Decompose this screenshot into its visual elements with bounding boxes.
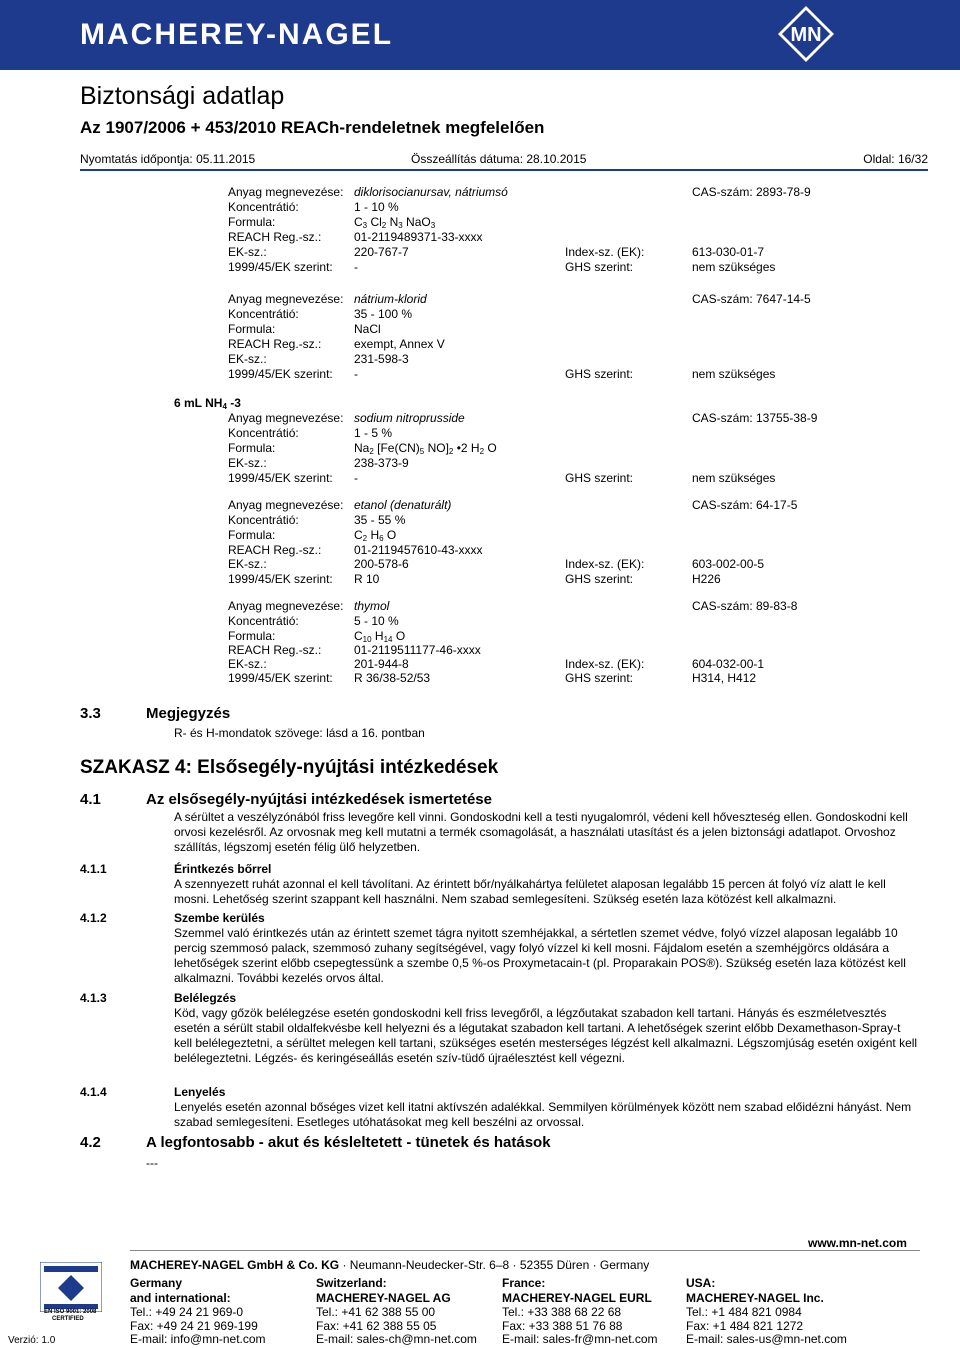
- cas-number: CAS-szám: 7647-14-5: [692, 292, 811, 306]
- cas-number: CAS-szám: 64-17-5: [692, 498, 798, 512]
- dir-value: -: [354, 471, 358, 485]
- label-name: Anyag megnevezése:: [228, 185, 344, 199]
- section-number: 4.1.1: [80, 862, 107, 876]
- compiled-date: Összeállítás dátuma: 28.10.2015: [411, 152, 587, 166]
- footer-divider: [130, 1250, 920, 1251]
- footer-company: MACHEREY-NAGEL Inc.: [686, 1291, 824, 1305]
- footer-country: France:: [502, 1276, 546, 1290]
- formula: NaCl: [354, 322, 381, 336]
- dir-value: R 10: [354, 572, 380, 586]
- label-ek: EK-sz.:: [228, 657, 267, 671]
- section-number: 4.1.2: [80, 911, 107, 925]
- section-4-title: SZAKASZ 4: Elsősegély-nyújtási intézkedések: [80, 757, 499, 778]
- label-conc: Koncentrátió:: [228, 200, 299, 214]
- index-number: 613-030-01-7: [692, 245, 765, 259]
- page-title: Biztonsági adatlap: [80, 82, 285, 110]
- label-reach: REACH Reg.-sz.:: [228, 337, 322, 351]
- mn-logo-icon: [776, 4, 836, 64]
- reach-number: exempt, Annex V: [354, 337, 445, 351]
- footer-fax: Fax: +49 24 21 969-199: [130, 1319, 258, 1333]
- label-ek: EK-sz.:: [228, 245, 267, 259]
- footer-country: USA:: [686, 1276, 716, 1290]
- section-title: Megjegyzés: [146, 705, 231, 722]
- reagent-group-label: 6 mL $NH_4$ -3: [174, 396, 241, 411]
- footer-address: MACHEREY-NAGEL GmbH & Co. KG · Neumann-Neudecker-Str. 6–8 · 52355 Düren · Germany: [130, 1258, 650, 1272]
- footer-tel: Tel.: +41 62 388 55 00: [316, 1305, 436, 1319]
- section-text: ---: [146, 1156, 158, 1170]
- cas-number: CAS-szám: 89-83-8: [692, 599, 798, 613]
- iso-certified: CERTIFIED: [52, 1316, 84, 1322]
- label-ghs: GHS szerint:: [565, 367, 634, 381]
- concentration: 1 - 10 %: [354, 200, 399, 214]
- label-formula: Formula:: [228, 441, 276, 455]
- footer-website[interactable]: www.mn-net.com: [808, 1236, 907, 1250]
- concentration: 35 - 100 %: [354, 307, 413, 321]
- label-formula: Formula:: [228, 528, 276, 542]
- ghs-value: H314, H412: [692, 671, 757, 685]
- label-index: Index-sz. (EK):: [565, 557, 645, 571]
- section-number: 4.2: [80, 1134, 101, 1151]
- label-dir: 1999/45/EK szerint:: [228, 572, 333, 586]
- label-dir: 1999/45/EK szerint:: [228, 671, 333, 685]
- index-number: 604-032-00-1: [692, 657, 765, 671]
- section-number: 4.1: [80, 791, 101, 808]
- label-conc: Koncentrátió:: [228, 614, 299, 628]
- formula: $C_3$ $Cl_2$ $N_3$ NaO$_3$: [354, 215, 436, 230]
- certification-logo-icon: [40, 1262, 102, 1312]
- footer-country: Switzerland:: [316, 1276, 387, 1290]
- section-number: 4.1.4: [80, 1085, 107, 1099]
- ghs-value: nem szükséges: [692, 260, 776, 274]
- ghs-value: nem szükséges: [692, 471, 776, 485]
- label-ghs: GHS szerint:: [565, 671, 634, 685]
- formula: $C_2$ $H_6$ O: [354, 528, 397, 543]
- label-ek: EK-sz.:: [228, 352, 267, 366]
- footer-company: MACHEREY-NAGEL AG: [316, 1291, 451, 1305]
- substance-name: nátrium-klorid: [354, 292, 427, 306]
- label-ek: EK-sz.:: [228, 456, 267, 470]
- concentration: 5 - 10 %: [354, 614, 399, 628]
- substance-name: diklorisocianursav, nátriumsó: [354, 185, 508, 199]
- ek-number: 200-578-6: [354, 557, 409, 571]
- label-conc: Koncentrátió:: [228, 513, 299, 527]
- footer-tel: Tel.: +49 24 21 969-0: [130, 1305, 244, 1319]
- label-dir: 1999/45/EK szerint:: [228, 471, 333, 485]
- dir-value: -: [354, 260, 358, 274]
- footer-email[interactable]: E-mail: info@mn-net.com: [130, 1332, 266, 1346]
- section-title: Belélegzés: [174, 991, 237, 1005]
- section-text: A szennyezett ruhát azonnal el kell távolítani. Az érintett bőr/nyálkahártya felületet alaposan legalább 15 percen át folyó víz alatt le kell mosni. Lehetőség szerint szappant kell használni. Nem szabad semlegesíteni. Szükség esetén laza kötözést kell alkalmazni.: [174, 877, 886, 906]
- formula: $C_{10}$ $H_{14}$ O: [354, 629, 406, 644]
- section-title: Lenyelés: [174, 1085, 226, 1099]
- label-dir: 1999/45/EK szerint:: [228, 367, 333, 381]
- footer-company: and international:: [130, 1291, 231, 1305]
- label-formula: Formula:: [228, 322, 276, 336]
- footer-country: Germany: [130, 1276, 183, 1290]
- section-number: 3.3: [80, 705, 101, 722]
- footer-fax: Fax: +33 388 51 76 88: [502, 1319, 623, 1333]
- cas-number: CAS-szám: 13755-38-9: [692, 411, 818, 425]
- section-title: Érintkezés bőrrel: [174, 862, 272, 876]
- reach-number: 01-2119489371-33-xxxx: [354, 230, 483, 244]
- page-subtitle: Az 1907/2006 + 453/2010 REACh-rendeletnek megfelelően: [80, 118, 545, 137]
- formula: $Na_2$ [$Fe(CN)_5$ $NO]_2$ •2 $H_2$ O: [354, 441, 497, 456]
- section-text: Lenyelés esetén azonnal bőséges vizet kell itatni aktívszén adalékkal. Semmilyen körülmények között nem szabad előidézni hányást. Nem szabad semlegesíteni. Esetleges utóhatásokat meg kell beszélni az orvossal.: [174, 1100, 912, 1129]
- label-ghs: GHS szerint:: [565, 260, 634, 274]
- version: Verzió: 1.0: [8, 1335, 56, 1346]
- concentration: 35 - 55 %: [354, 513, 406, 527]
- label-reach: REACH Reg.-sz.:: [228, 643, 322, 657]
- logo-text: MN: [790, 24, 822, 46]
- page-number: Oldal: 16/32: [863, 152, 928, 166]
- label-name: Anyag megnevezése:: [228, 498, 344, 512]
- section-title: Szembe kerülés: [174, 911, 265, 925]
- section-title: A legfontosabb - akut és késleltetett - tünetek és hatások: [146, 1134, 551, 1151]
- section-number: 4.1.3: [80, 991, 107, 1005]
- label-formula: Formula:: [228, 215, 276, 229]
- print-date: Nyomtatás időpontja: 05.11.2015: [80, 152, 256, 166]
- section-text: R- és H-mondatok szövege: lásd a 16. pontban: [174, 726, 425, 740]
- label-dir: 1999/45/EK szerint:: [228, 260, 333, 274]
- label-name: Anyag megnevezése:: [228, 411, 344, 425]
- label-ghs: GHS szerint:: [565, 471, 634, 485]
- ghs-value: H226: [692, 572, 721, 586]
- concentration: 1 - 5 %: [354, 426, 393, 440]
- substance-name: thymol: [354, 599, 390, 613]
- footer-email[interactable]: E-mail: sales-ch@mn-net.com: [316, 1332, 477, 1346]
- substance-name: etanol (denaturált): [354, 498, 452, 512]
- label-formula: Formula:: [228, 629, 276, 643]
- footer-tel: Tel.: +1 484 821 0984: [686, 1305, 802, 1319]
- label-ghs: GHS szerint:: [565, 572, 634, 586]
- ghs-value: nem szükséges: [692, 367, 776, 381]
- label-name: Anyag megnevezése:: [228, 599, 344, 613]
- section-title: Az elsősegély-nyújtási intézkedések ismertetése: [146, 791, 492, 808]
- section-text: Szemmel való érintkezés után az érintett szemet tágra nyitott szemhéjakkal, a sértetlen szemet védve, folyó vízzel alaposan legalább 10 percig szemmosó palack, szemmosó zuhany segítségével, vagy folyó vízzel ki kell mosni. Fájdalom esetén a szemhéjgörcs oldására a lehetőségek szerint előbb csepegtessünk a szembe 0,5 %-os Proxymetacain-t (pl. Proparakain POS®). Szükség esetén laza kötözést kell alkalmazni. További kezelés orvos által.: [174, 926, 906, 985]
- dir-value: -: [354, 367, 358, 381]
- info-line: [80, 152, 928, 171]
- ek-number: 220-767-7: [354, 245, 409, 259]
- cas-number: CAS-szám: 2893-78-9: [692, 185, 811, 199]
- footer-fax: Fax: +41 62 388 55 05: [316, 1319, 437, 1333]
- section-text: Köd, vagy gőzök belélegzése esetén gondoskodni kell friss levegőről, a légzőutakat szabadon kell tartani. Hányás és eszméletvesztés esetén a sérült stabil oldalfekvésbe kell helyezni és a légutakat szabadon kell tartani. A lehetőségek szerint előbb Dexamethason-Spray-t kell belélegeztetni, a sérültet melegen kell tartani, szükséges esetén mesterséges légzést kell alkalmazni. Légszomjúság esetén oxigént kell belélegeztetni. Légzés- és keringéseállás esetén szív-tüdő újraélesztést kell végezni.: [174, 1006, 918, 1065]
- brand-name: MACHEREY-NAGEL: [80, 18, 394, 51]
- section-text: A sérültet a veszélyzónából friss levegőre kell vinni. Gondoskodni kell a testi nyugalomról, védeni kell hőveszteség ellen. Gondoskodni kell orvosi kezelésről. Az orvosnak meg kell mutatni a termék csomagolását, a használati utasítást és a jelen biztonsági adatlapot. Orvoshoz szállítás, légszomj esetén félig ülő helyzetben.: [174, 810, 908, 854]
- footer-tel: Tel.: +33 388 68 22 68: [502, 1305, 622, 1319]
- reach-number: 01-2119457610-43-xxxx: [354, 543, 483, 557]
- index-number: 603-002-00-5: [692, 557, 765, 571]
- ek-number: 201-944-8: [354, 657, 409, 671]
- label-conc: Koncentrátió:: [228, 307, 299, 321]
- label-index: Index-sz. (EK):: [565, 657, 645, 671]
- ek-number: 231-598-3: [354, 352, 409, 366]
- reach-number: 01-2119511177-46-xxxx: [354, 643, 481, 657]
- label-name: Anyag megnevezése:: [228, 292, 344, 306]
- label-conc: Koncentrátió:: [228, 426, 299, 440]
- label-reach: REACH Reg.-sz.:: [228, 230, 322, 244]
- ek-number: 238-373-9: [354, 456, 409, 470]
- iso-label: EN ISO 9001: 2008: [44, 1309, 97, 1315]
- substance-name: sodium nitroprusside: [354, 411, 465, 425]
- footer-email[interactable]: E-mail: sales-fr@mn-net.com: [502, 1332, 658, 1346]
- label-index: Index-sz. (EK):: [565, 245, 645, 259]
- footer-email[interactable]: E-mail: sales-us@mn-net.com: [686, 1332, 847, 1346]
- footer-fax: Fax: +1 484 821 1272: [686, 1319, 804, 1333]
- label-ek: EK-sz.:: [228, 557, 267, 571]
- footer-company: MACHEREY-NAGEL EURL: [502, 1291, 652, 1305]
- dir-value: R 36/38-52/53: [354, 671, 431, 685]
- label-reach: REACH Reg.-sz.:: [228, 543, 322, 557]
